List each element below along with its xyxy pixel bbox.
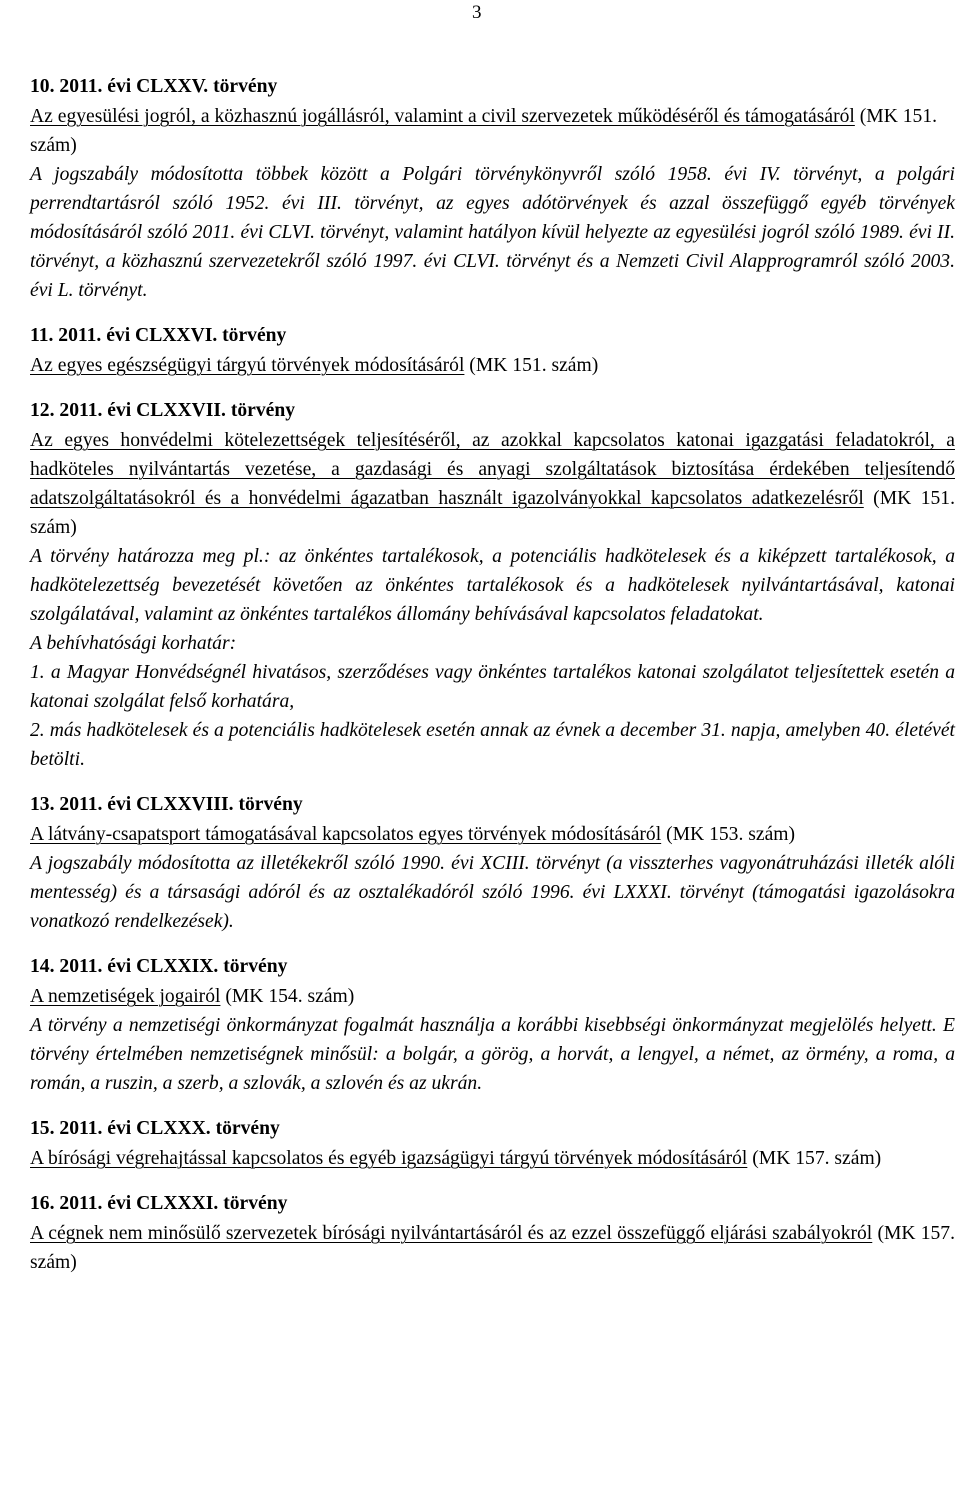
- law-note: A törvény a nemzetiségi önkormányzat fogalmát használja a korábbi kisebbségi önkormányzat megjelölés helyett. E törvény értelmében nemzetiségnek minősül: a bolgár, a görög, a horvát, a lengyel, a német, az örmény, a roma, a román, a ruszin, a szerb, a szlovák, a szlovén és az ukrán.: [30, 1015, 955, 1094]
- law-subject: Az egyes honvédelmi kötelezettségek teljesítéséről, az azokkal kapcsolatos katonai igazgatási feladatokról, a hadköteles nyilvántartás vezetése, a gazdasági és anyagi szolgáltatások biztosítása érdekében teljesítendő adatszolgáltatásokról és a honvédelmi ágazatban használt igazolványokkal kapcsolatos adatkezelésről: [30, 430, 955, 509]
- law-title: 10. 2011. évi CLXXV. törvény: [30, 76, 278, 97]
- law-subject: Az egyes egészségügyi tárgyú törvények módosításáról: [30, 355, 465, 376]
- law-source: (MK 153. szám): [661, 824, 796, 845]
- law-subject: A látvány-csapatsport támogatásával kapcsolatos egyes törvények módosításáról: [30, 824, 662, 845]
- law-subject-line: [30, 820, 955, 849]
- law-source: (MK 157. szám): [747, 1148, 882, 1169]
- law-source: (MK 154. szám): [220, 986, 355, 1007]
- law-subject: A nemzetiségek jogairól: [30, 986, 221, 1007]
- law-subject: Az egyesülési jogról, a közhasznú jogállásról, valamint a civil szervezetek működéséről és támogatásáról: [30, 106, 855, 127]
- law-title: 12. 2011. évi CLXXVII. törvény: [30, 400, 296, 421]
- document-body: [30, 72, 955, 1293]
- law-note-item: 2. más hadkötelesek és a potenciális hadkötelesek esetén annak az évnek a december 31. napja, amelyben 40. életévét betölti.: [30, 720, 955, 770]
- law-title: 14. 2011. évi CLXXIX. törvény: [30, 956, 288, 977]
- page-number: 3: [472, 2, 482, 23]
- law-subject-line: [30, 351, 955, 380]
- law-entry-12: [30, 396, 955, 774]
- law-note: A jogszabály módosította többek között a Polgári törvénykönyvről szóló 1958. évi IV. törvényt, a polgári perrendtartásról szóló 1952. évi III. törvényt, az egyes adótörvények és azzal összefüggő egyéb törvények módosításáról szóló 2011. évi CLVI. törvényt, valamint hatályon kívül helyezte az egyesülési jogról szóló 1989. évi II. törvényt, a közhasznú szervezetekről szóló 1997. évi CLVI. törvényt és a Nemzeti Civil Alapprogramról szóló 2003. évi L. törvényt.: [30, 164, 955, 301]
- law-subject-line: [30, 102, 955, 160]
- law-entry-14: [30, 952, 955, 1098]
- law-subject: A bírósági végrehajtással kapcsolatos és egyéb igazságügyi tárgyú törvények módosításáról: [30, 1148, 748, 1169]
- law-note: A jogszabály módosította az illetékekről szóló 1990. évi XCIII. törvényt (a visszterhes vagyonátruházási illeték alóli mentesség) és a társasági adóról és az osztalékadóról szóló 1996. évi LXXXI. törvényt (támogatási igazolásokra vonatkozó rendelkezések).: [30, 853, 955, 932]
- law-note: A törvény határozza meg pl.: az önkéntes tartalékosok, a potenciális hadkötelesek és a kiképzett tartalékosok, a hadkötelezettség bevezetését követően az önkéntes tartalékosok és a hadkötelesek nyilvántartásával, katonai szolgálatával, valamint az önkéntes tartalékos állomány behívásával kapcsolatos feladatokat.: [30, 546, 955, 625]
- law-entry-15: [30, 1114, 955, 1173]
- law-note-item: 1. a Magyar Honvédségnél hivatásos, szerződéses vagy önkéntes tartalékos katonai szolgálatot teljesítettek esetén a katonai szolgálat felső korhatára,: [30, 662, 955, 712]
- law-source: (MK 151. szám): [30, 488, 955, 538]
- law-subject-line: [30, 426, 955, 542]
- law-source: (MK 151. szám): [464, 355, 599, 376]
- law-entry-10: [30, 72, 955, 305]
- law-subject-line: [30, 1144, 955, 1173]
- law-title: 16. 2011. évi CLXXXI. törvény: [30, 1193, 288, 1214]
- law-note-heading: A behívhatósági korhatár:: [30, 633, 237, 654]
- law-entry-13: [30, 790, 955, 936]
- law-subject: A cégnek nem minősülő szervezetek bírósági nyilvántartásáról és az ezzel összefüggő eljárási szabályokról: [30, 1223, 873, 1244]
- law-source: (MK 157. szám): [30, 1223, 955, 1273]
- law-source: (MK 151. szám): [30, 106, 938, 156]
- law-entry-16: [30, 1189, 955, 1277]
- law-title: 15. 2011. évi CLXXX. törvény: [30, 1118, 280, 1139]
- law-title: 11. 2011. évi CLXXVI. törvény: [30, 325, 287, 346]
- law-subject-line: [30, 1219, 955, 1277]
- law-title: 13. 2011. évi CLXXVIII. törvény: [30, 794, 303, 815]
- law-entry-11: [30, 321, 955, 380]
- law-subject-line: [30, 982, 955, 1011]
